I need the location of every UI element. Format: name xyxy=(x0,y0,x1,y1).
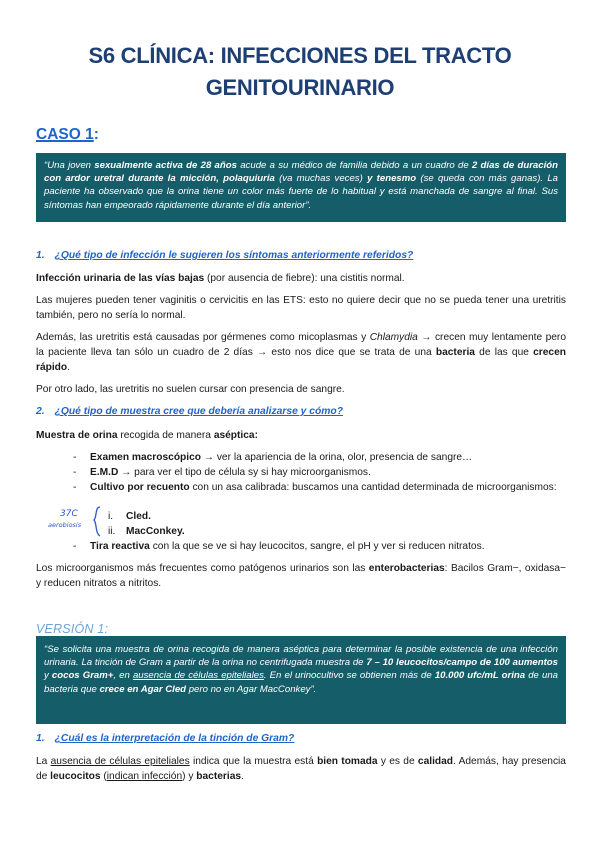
case-bold: y tenesmo xyxy=(367,173,417,185)
case-bold: sexualmente activa de 28 años xyxy=(94,160,237,171)
case-text: (va muchas veces) xyxy=(274,173,368,185)
text: . xyxy=(241,771,244,782)
paragraph-enterobacteria xyxy=(36,561,566,591)
text: y es de xyxy=(377,756,418,767)
page-title xyxy=(0,40,600,104)
text: → para ver el tipo de célula sy si hay microorganismos. xyxy=(118,467,371,478)
case-heading-text: CASO 1 xyxy=(36,126,94,143)
case-description-box xyxy=(36,153,566,222)
bold-text: crecen rápido xyxy=(36,347,566,373)
list-bullet: - xyxy=(73,467,77,478)
question-number: 1. xyxy=(36,250,45,261)
bold-text: bacterias xyxy=(196,771,242,782)
text: ( xyxy=(100,771,107,782)
underlined-text: ausencia de células epiteliales xyxy=(50,756,190,767)
sublist-item-cled: Cled. xyxy=(126,511,151,522)
bold-text: Tira reactiva xyxy=(90,541,150,552)
bold-text: aséptica: xyxy=(213,430,258,441)
underlined-text: indican infección xyxy=(106,771,183,782)
text: : Bacilos Gram−, oxidasa− y reducen nitratos a nitritos. xyxy=(36,563,566,589)
bold-text: calidad xyxy=(417,756,454,767)
list-bullet: - xyxy=(73,541,77,552)
bold-text: Examen macroscópico xyxy=(90,452,201,463)
bold-text: Muestra de orina xyxy=(36,430,118,441)
list-bullet: - xyxy=(73,482,77,493)
case-heading xyxy=(36,126,99,144)
case-text: . En el urinocultivo se obtienen más de xyxy=(263,670,435,682)
question-3 xyxy=(36,733,294,744)
text: Además, las uretritis está causadas por gérmenes como micoplasmas y xyxy=(36,332,370,343)
paragraph-ets: Las mujeres pueden tener vaginitis o cervicitis en las ETS: esto no quiere decir que no se pueda tener una uretritis también, pero no sería lo normal. xyxy=(36,295,566,321)
question-number: 1. xyxy=(36,733,45,744)
text: con un asa calibrada: buscamos una cantidad determinada de microorganismos: xyxy=(189,482,557,493)
text: con la que se ve si hay leucocitos, sangre, el pH y ver si reducen nitratos. xyxy=(149,541,485,552)
case-text: “Una joven xyxy=(44,160,95,171)
list-item xyxy=(90,465,566,480)
question-text: ¿Qué tipo de muestra cree que debería analizarse y cómo? xyxy=(54,406,344,417)
case-text: de una bacteria que xyxy=(44,670,558,695)
bold-text: E.M.D xyxy=(90,467,119,478)
case-bold: 10.000 ufc/mL orina xyxy=(434,670,526,682)
case-text: acude a su médico de familia debido a un cuadro de xyxy=(236,160,472,171)
bold-text: leucocitos xyxy=(50,771,101,782)
text: → crecen muy lentamente pero la paciente lleva tan sólo un cuadro de 2 días → esto nos dice que se trata de una xyxy=(36,332,566,358)
text: indica que la muestra está xyxy=(189,756,318,767)
text: Los microorganismos más frecuentes como patógenos urinarios son las xyxy=(36,563,369,574)
list-item xyxy=(90,539,566,554)
bold-text: Infección urinaria de las vías bajas xyxy=(36,273,205,284)
page-title-line1: S6 CLÍNICA: INFECCIONES DEL TRACTO xyxy=(88,43,512,68)
paragraph-gram-interpretation xyxy=(36,754,566,784)
text: ) y xyxy=(182,771,197,782)
question-text: ¿Qué tipo de infección le sugieren los síntomas anteriormente referidos? xyxy=(54,250,414,261)
paragraph-infection-type xyxy=(36,271,566,286)
list-bullet: - xyxy=(73,452,77,463)
handwritten-annotation xyxy=(46,503,106,539)
case-text: (se queda con más ganas). La paciente ha observado que la orina tiene un color más fuerte de lo habitual y está manchada de sangre al final. Sus síntomas han empeorado rápidamente durante el día anterior”. xyxy=(44,173,558,211)
handwritten-brace xyxy=(94,507,100,536)
question-2 xyxy=(36,406,343,417)
sublist-number: i. xyxy=(108,511,114,522)
version-heading: VERSIÓN 1: xyxy=(36,622,109,636)
bold-text: bacteria xyxy=(435,347,475,358)
question-number: 2. xyxy=(36,406,45,417)
case-text: “Se solicita una muestra de orina recogida de manera aséptica para determinar la posible existencia de una infección urinaria. La tinción de Gram a partir de la orina no centrifugada muestra de xyxy=(44,644,558,669)
case-heading-colon: : xyxy=(93,126,99,143)
text: . Además, hay presencia de xyxy=(36,756,566,782)
case-text: y xyxy=(44,670,52,682)
handwriting-37c: 37C xyxy=(60,509,78,519)
bold-text: enterobacterias xyxy=(368,563,445,574)
sublist-number: ii. xyxy=(108,526,116,537)
list-item xyxy=(90,480,566,495)
case-underlined: ausencia de células epiteliales xyxy=(132,670,264,682)
bold-text: Cultivo por recuento xyxy=(90,482,190,493)
text: de las que xyxy=(474,347,534,358)
case-bold: 2 días de duración con ardor uretral durante la micción, polaquiuria xyxy=(44,160,558,185)
case-bold: cocos Gram+ xyxy=(51,670,114,682)
case-bold: crece en Agar Cled xyxy=(99,683,187,695)
case-text: pero no en Agar MacConkey”. xyxy=(186,683,317,695)
case-bold: 7 – 10 leucocitos/campo de 100 aumentos xyxy=(366,657,558,669)
text: La xyxy=(36,756,51,767)
bold-text: bien tomada xyxy=(317,756,378,767)
text: . xyxy=(67,362,70,373)
text: (por ausencia de fiebre): una cistitis normal. xyxy=(204,273,405,284)
question-1 xyxy=(36,250,413,261)
question-text: ¿Cuál es la interpretación de la tinción de Gram? xyxy=(54,733,295,744)
text: recogida de manera xyxy=(117,430,214,441)
italic-text: Chlamydia xyxy=(369,332,418,343)
sublist-item-macconkey: MacConkey. xyxy=(126,526,185,537)
paragraph-sample xyxy=(36,428,566,443)
text: → ver la apariencia de la orina, olor, presencia de sangre… xyxy=(200,452,473,463)
page-title-line2: GENITOURINARIO xyxy=(205,75,395,100)
case-text: , en xyxy=(113,670,133,682)
list-item xyxy=(90,450,566,465)
paragraph-urethritis xyxy=(36,330,566,375)
handwriting-aerobiosis: aerobiosis xyxy=(48,521,82,529)
version-description-box xyxy=(36,636,566,724)
paragraph-blood: Por otro lado, las uretritis no suelen cursar con presencia de sangre. xyxy=(36,384,345,395)
